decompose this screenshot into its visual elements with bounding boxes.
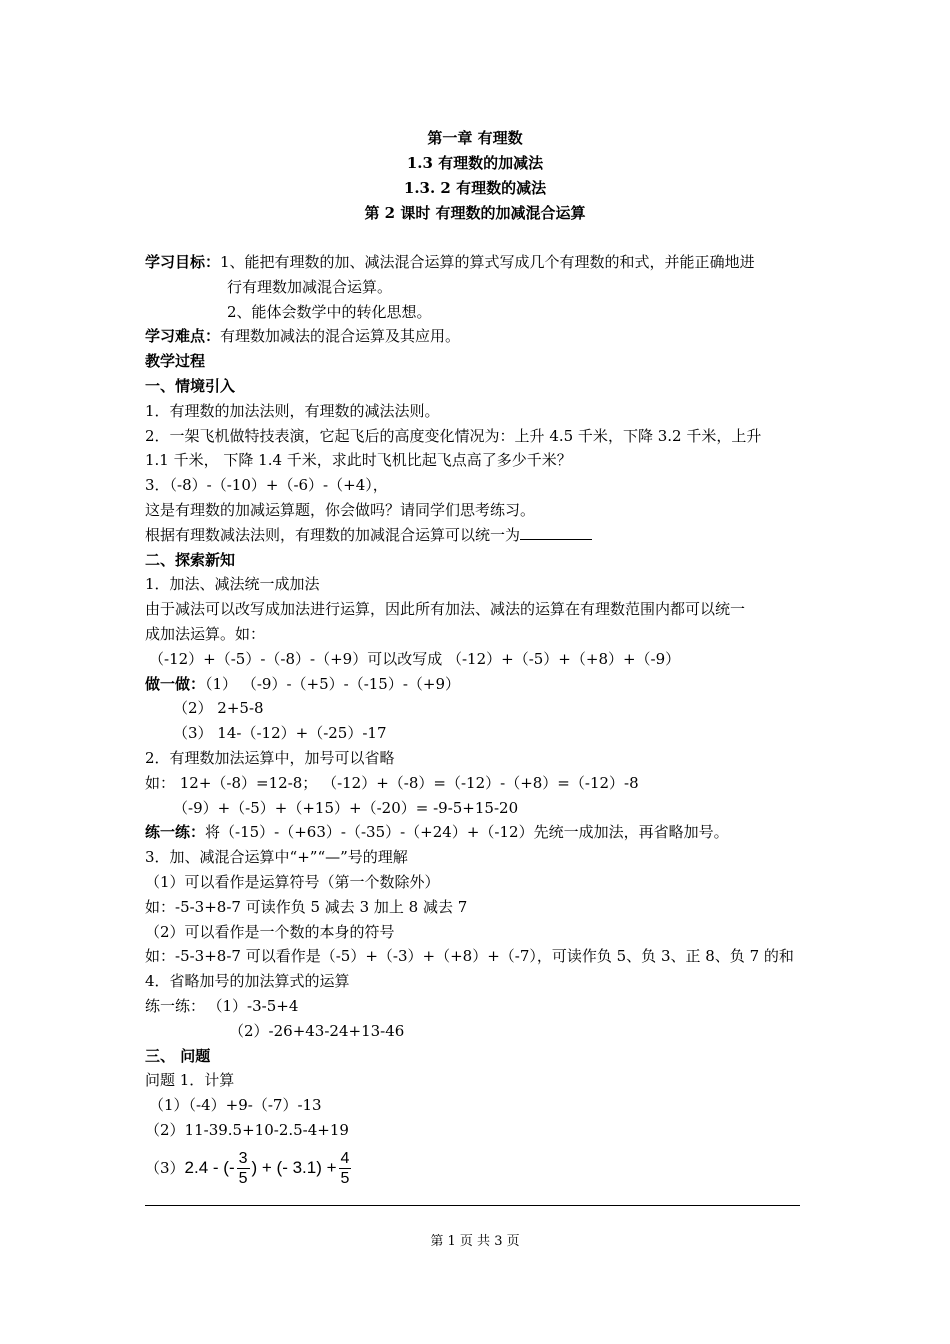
process-title: 教学过程 (145, 352, 206, 371)
s1-line2a: 2．一架飞机做特技表演，它起飞后的高度变化情况为：上升 4.5 千米，下降 3.2 千米，上升 (145, 426, 762, 445)
goals-line-1 (145, 250, 815, 275)
practice-line (145, 820, 815, 845)
try-item2: （2） 2+5-8 (173, 699, 264, 718)
try-item1: （1） （-9）-（+5）-（-15）-（+9） (205, 674, 461, 693)
goals-item2: 2、能体会数学中的转化思想。 (227, 302, 432, 321)
s2-line1: 1．加法、减法统一成加法 (145, 575, 320, 594)
section2-title: 二、探索新知 (145, 550, 236, 569)
s1-line2b: 1.1 千米， 下降 1.4 千米，求此时飞机比起飞点高了多少千米？ (145, 451, 572, 470)
fraction-4-5 (339, 1149, 352, 1188)
s2-line12: 4．省略加号的加法算式的运算 (145, 972, 350, 991)
q1-item3 (145, 1143, 815, 1195)
math-part-a: 2.4 - (- (184, 1158, 235, 1178)
fraction-numerator: 4 (340, 1150, 350, 1168)
practice2-item2: （2）-26+43-24+13-46 (229, 1021, 405, 1040)
s2-line8: （1）可以看作是运算符号（第一个数除外） (145, 872, 440, 891)
s2-line2b: 成加法运算。如： (145, 624, 266, 643)
chapter-title: 第一章 有理数 (427, 129, 523, 147)
s2-line6: （-9）+（-5）+（+15）+（-20）= -9-5+15-20 (173, 798, 519, 817)
practice2-item1: （1）-3-5+4 (215, 996, 299, 1015)
s2-line7: 3．加、减混合运算中“+”“—”号的理解 (145, 848, 408, 867)
fraction-denominator: 5 (238, 1170, 248, 1188)
section3-title: 三、 问题 (145, 1046, 211, 1065)
q1-title: 问题 1．计算 (145, 1071, 235, 1090)
q1-item3-label: （3） (145, 1159, 185, 1178)
q1-item2: （2）11-39.5+10-2.5-4+19 (145, 1120, 349, 1139)
s2-line10: （2）可以看作是一个数的本身的符号 (145, 922, 395, 941)
try-item3: （3） 14-（-12）+（-25）-17 (173, 724, 387, 743)
document-body (145, 250, 815, 1195)
practice-label: 练一练： (145, 823, 206, 842)
title-block (0, 126, 950, 226)
difficulty-label: 学习难点： (145, 327, 221, 346)
s2-line11: 如：-5-3+8-7 可以看作是（-5）+（-3）+（+8）+（-7），可读作负 5、负 3、正 8、负 7 的和 (145, 947, 794, 966)
subsection-title: 1.3. 2 有理数的减法 (403, 179, 547, 197)
fraction-denominator: 5 (340, 1170, 350, 1188)
s2-line4: 2．有理数加法运算中，加号可以省略 (145, 748, 395, 767)
s1-line4: 这是有理数的加减运算题，你会做吗？请同学们思考练习。 (145, 500, 536, 519)
s1-line5 (145, 523, 815, 548)
s2-line9: 如：-5-3+8-7 可读作负 5 减去 3 加上 8 减去 7 (145, 897, 468, 916)
footer-divider (145, 1205, 800, 1206)
s1-line1: 1．有理数的加法法则，有理数的减法法则。 (145, 401, 440, 420)
goals-item1-a: 1、能把有理数的加、减法混合运算的算式写成几个有理数的和式，并能正确地进 (220, 253, 755, 271)
practice-text: 将（-15）-（+63）-（-35）-（+24）+（-12）先统一成加法，再省略加号。 (205, 823, 729, 842)
s2-line3: （-12）+（-5）-（-8）-（+9）可以改写成 （-12）+（-5）+（+8）+（-9） (149, 649, 681, 668)
practice2-label: 练一练： (145, 996, 206, 1015)
fraction-numerator: 3 (238, 1150, 248, 1168)
difficulty-text: 有理数加减法的混合运算及其应用。 (220, 327, 461, 346)
section1-title: 一、情境引入 (145, 376, 236, 395)
try-line (145, 672, 815, 697)
s1-line5-text: 根据有理数减法法则，有理数的加减混合运算可以统一为 (145, 525, 521, 544)
s1-line3: 3．（-8）-（-10）+（-6）-（+4）， (145, 476, 388, 495)
lesson-title: 第 2 课时 有理数的加减混合运算 (364, 204, 586, 222)
try-label: 做一做： (145, 674, 206, 693)
page-footer: 第 1 页 共 3 页 (430, 1234, 520, 1249)
section-title: 1.3 有理数的加减法 (406, 154, 544, 172)
s2-line2a: 由于减法可以改写成加法进行运算，因此所有加法、减法的运算在有理数范围内都可以统一 (145, 600, 746, 619)
difficulty-line (145, 324, 815, 349)
s2-line5: 如： 12+（-8）=12-8； （-12）+（-8）=（-12）-（+8）=（-12）-8 (145, 773, 639, 792)
fill-in-blank (520, 525, 592, 540)
goals-item1-b: 行有理数加减混合运算。 (227, 277, 393, 296)
goals-label: 学习目标： (145, 253, 221, 271)
math-part-b: ) + (- 3.1) + (251, 1158, 337, 1178)
practice2-line (145, 994, 815, 1019)
q1-item1: （1）（-4）+9-（-7）-13 (149, 1096, 322, 1115)
fraction-3-5 (237, 1149, 250, 1188)
